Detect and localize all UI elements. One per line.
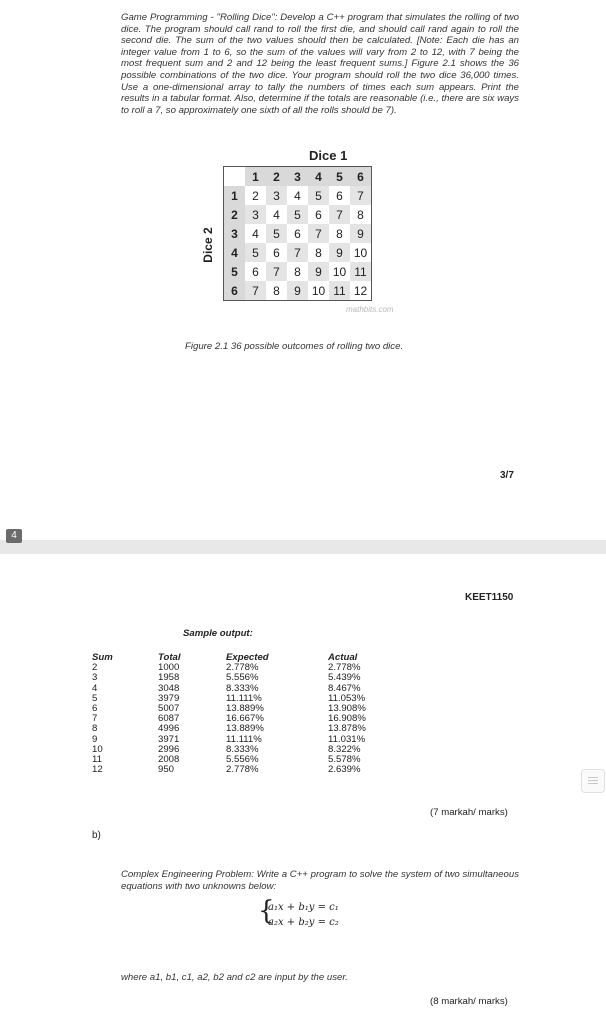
expected-value: 2.778% <box>226 662 259 674</box>
outcome-cell: 8 <box>266 281 287 301</box>
page-badge: 4 <box>6 529 22 543</box>
dice-1-label: Dice 1 <box>309 148 348 163</box>
outcome-cell: 5 <box>245 243 266 262</box>
marks-part-a: (7 markah/ marks) <box>430 807 508 818</box>
total-value: 6087 <box>158 713 180 725</box>
course-code: KEET1150 <box>465 592 514 603</box>
outcome-cell: 10 <box>350 243 372 262</box>
total-value: 1000 <box>158 662 180 674</box>
outcome-cell: 11 <box>329 281 350 301</box>
dice2-header-cell: 3 <box>224 224 246 243</box>
dice2-header-cell: 6 <box>224 281 246 301</box>
outcome-cell: 4 <box>287 186 308 205</box>
expected-value: 11.111% <box>226 733 262 745</box>
dice2-header-cell: 5 <box>224 262 246 281</box>
outcome-cell: 10 <box>308 281 329 301</box>
sum-value: 9 <box>92 733 98 745</box>
outcome-cell: 4 <box>245 224 266 243</box>
actual-value: 8.467% <box>328 682 361 694</box>
actual-value: 11.053% <box>328 692 366 704</box>
expected-value: 8.333% <box>226 682 259 694</box>
total-value: 3979 <box>158 692 180 704</box>
dice1-header-cell: 2 <box>266 167 287 187</box>
table-corner <box>224 167 246 187</box>
sum-value: 12 <box>92 764 103 776</box>
outcome-cell: 4 <box>266 205 287 224</box>
page-separator <box>0 540 606 554</box>
menu-line-icon <box>588 780 598 781</box>
equation-2: a₂x + b₂y = c₂ <box>268 917 339 928</box>
actual-column <box>328 653 366 775</box>
sum-value: 4 <box>92 682 98 694</box>
menu-line-icon <box>588 777 598 778</box>
sum-value: 11 <box>92 754 102 766</box>
dice1-header-cell: 5 <box>329 167 350 187</box>
total-value: 3048 <box>158 682 180 694</box>
dice-2-label: Dice 2 <box>201 227 215 263</box>
outcome-cell: 5 <box>308 186 329 205</box>
outcome-cell: 7 <box>287 243 308 262</box>
expected-value: 16.667% <box>226 713 264 725</box>
expected-header: Expected <box>226 652 269 663</box>
page-number: 3/7 <box>500 470 514 481</box>
actual-value: 13.878% <box>328 723 366 735</box>
outcome-cell: 9 <box>287 281 308 301</box>
actual-value: 2.639% <box>328 764 361 776</box>
actual-value: 8.322% <box>328 743 361 755</box>
actual-value: 5.439% <box>328 672 361 684</box>
total-value: 4996 <box>158 723 180 735</box>
outcome-cell: 9 <box>329 243 350 262</box>
dice2-header-cell: 1 <box>224 186 246 205</box>
outcome-cell: 7 <box>308 224 329 243</box>
actual-value: 13.908% <box>328 703 366 715</box>
total-value: 2008 <box>158 754 180 766</box>
part-b-problem: Complex Engineering Problem: Write a C++ program to solve the system of two simultaneous equations with two unknowns below: <box>121 869 519 892</box>
expected-column <box>226 653 269 775</box>
outcome-cell: 6 <box>329 186 350 205</box>
outcome-cell: 7 <box>350 186 372 205</box>
outcome-cell: 6 <box>245 262 266 281</box>
menu-handle-button[interactable] <box>581 769 605 793</box>
total-value: 3971 <box>158 733 180 745</box>
sum-value: 5 <box>92 692 98 704</box>
outcome-cell: 3 <box>266 186 287 205</box>
total-value: 2996 <box>158 743 180 755</box>
sum-value: 3 <box>92 672 98 684</box>
sum-column <box>92 653 113 775</box>
total-header: Total <box>158 652 181 663</box>
watermark: mathbits.com <box>346 305 394 314</box>
actual-value: 11.031% <box>328 733 366 745</box>
outcome-cell: 11 <box>350 262 372 281</box>
total-value: 950 <box>158 764 175 776</box>
total-value: 1958 <box>158 672 180 684</box>
outcome-cell: 6 <box>287 224 308 243</box>
expected-value: 2.778% <box>226 764 259 776</box>
outcome-cell: 8 <box>287 262 308 281</box>
outcome-cell: 8 <box>308 243 329 262</box>
brace-symbol: { <box>258 896 275 926</box>
total-column <box>158 653 181 775</box>
sum-header: Sum <box>92 652 113 663</box>
actual-value: 5.578% <box>328 754 361 766</box>
document-page-2 <box>0 554 606 1024</box>
outcome-cell: 7 <box>245 281 266 301</box>
outcome-cell: 5 <box>287 205 308 224</box>
expected-value: 13.889% <box>226 703 264 715</box>
problem-description: Game Programming - "Rolling Dice": Develop a C++ program that simulates the rolling of two dice. The program should call rand to roll the first die, and should call rand again to roll the second die. The sum of the two values should then be calculated. [Note: Each die has an integer value from 1 to 6, so the sum of the values will vary from 2 to 12, with 7 being the most frequent sum and 2 and 12 being the least frequent sums.] Figure 2.1 shows the 36 possible combinations of the two dice. Your program should roll the two dice 36,000 times. Use a one-dimensional array to tally the numbers of times each sum appears. Print the results in a tabular format. Also, determine if the totals are reasonable (i.e., there are six ways to roll a 7, so approximately one sixth of all the rolls should be 7). <box>121 12 519 116</box>
outcome-cell: 6 <box>266 243 287 262</box>
input-description: where a1, b1, c1, a2, b2 and c2 are input by the user. <box>121 972 348 983</box>
sample-output-title: Sample output: <box>183 628 253 639</box>
sum-value: 6 <box>92 703 98 715</box>
outcome-cell: 6 <box>308 205 329 224</box>
dice1-header-cell: 1 <box>245 167 266 187</box>
marks-part-b: (8 markah/ marks) <box>430 996 508 1007</box>
outcome-cell: 10 <box>329 262 350 281</box>
dice2-header-cell: 4 <box>224 243 246 262</box>
outcome-cell: 12 <box>350 281 372 301</box>
part-b-label: b) <box>92 830 101 841</box>
actual-value: 2.778% <box>328 662 361 674</box>
outcome-cell: 5 <box>266 224 287 243</box>
outcome-cell: 9 <box>308 262 329 281</box>
outcome-cell: 8 <box>350 205 372 224</box>
outcome-cell: 8 <box>329 224 350 243</box>
dice1-header-cell: 4 <box>308 167 329 187</box>
expected-value: 11.111% <box>226 692 262 704</box>
outcome-cell: 7 <box>329 205 350 224</box>
equation-1: a₁x + b₁y = c₁ <box>268 902 339 913</box>
outcome-cell: 7 <box>266 262 287 281</box>
actual-header: Actual <box>328 652 358 663</box>
dice-outcome-table <box>223 166 372 301</box>
dice1-header-cell: 6 <box>350 167 372 187</box>
expected-value: 5.556% <box>226 754 259 766</box>
expected-value: 13.889% <box>226 723 264 735</box>
sum-value: 10 <box>92 743 103 755</box>
outcome-cell: 2 <box>245 186 266 205</box>
menu-line-icon <box>588 783 598 784</box>
outcome-cell: 9 <box>350 224 372 243</box>
sum-value: 8 <box>92 723 98 735</box>
expected-value: 5.556% <box>226 672 259 684</box>
dice1-header-cell: 3 <box>287 167 308 187</box>
sum-value: 7 <box>92 713 98 725</box>
total-value: 5007 <box>158 703 180 715</box>
expected-value: 8.333% <box>226 743 259 755</box>
figure-caption: Figure 2.1 36 possible outcomes of rolling two dice. <box>185 341 404 352</box>
dice2-header-cell: 2 <box>224 205 246 224</box>
sum-value: 2 <box>92 662 98 674</box>
actual-value: 16.908% <box>328 713 366 725</box>
outcome-cell: 3 <box>245 205 266 224</box>
